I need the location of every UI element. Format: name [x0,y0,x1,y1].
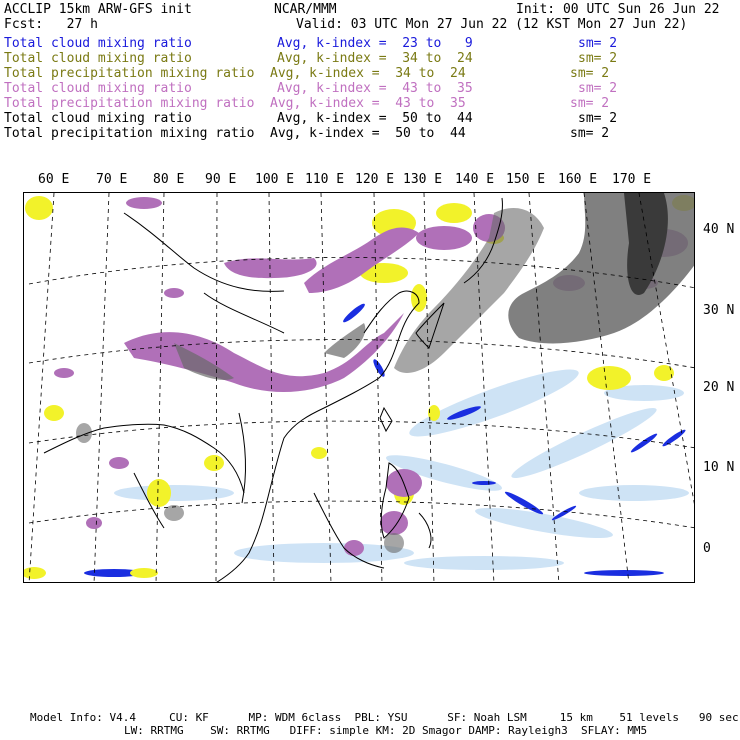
lon-label: 90 E [205,172,237,187]
model-info: Model Info: V4.4 CU: KF MP: WDM 6class PBL: YSU SF: Noah LSM 15 km 51 levels 90 sec [30,711,739,724]
init-time: Init: 00 UTC Sun 26 Jun 22 [516,2,720,17]
field-name: Total cloud mixing ratio [4,36,192,51]
physics-info: LW: RRTMG SW: RRTMG DIFF: simple KM: 2D Smagor DAMP: Rayleigh3 SFLAY: MM5 [124,724,648,737]
field-name: Total precipitation mixing ratio [4,126,255,141]
lon-label: 120 E [355,172,395,187]
field-avg: Avg, k-index = 43 to 35 [270,96,466,111]
field-avg: Avg, k-index = 43 to 35 [277,81,473,96]
field-sm: sm= 2 [570,126,610,141]
field-avg: Avg, k-index = 50 to 44 [270,126,466,141]
lat-label: 20 N [703,380,735,395]
field-name: Total cloud mixing ratio [4,111,192,126]
valid-time: Valid: 03 UTC Mon 27 Jun 22 (12 KST Mon 27 Jun 22) [296,17,688,32]
center-label: NCAR/MMM [274,2,337,17]
field-sm: sm= 2 [578,36,618,51]
lat-label: 0 [703,541,711,556]
field-name: Total cloud mixing ratio [4,81,192,96]
model-title: ACCLIP 15km ARW-GFS init [4,2,192,17]
field-sm: sm= 2 [578,81,618,96]
lon-label: 170 E [612,172,652,187]
lat-label: 30 N [703,303,735,318]
forecast-hour: Fcst: 27 h [4,17,98,32]
field-sm: sm= 2 [578,111,618,126]
lon-label: 60 E [38,172,70,187]
field-avg: Avg, k-index = 34 to 24 [270,66,466,81]
lon-label: 110 E [305,172,345,187]
field-avg: Avg, k-index = 23 to 9 [277,36,473,51]
lat-label: 10 N [703,460,735,475]
field-sm: sm= 2 [570,96,610,111]
field-name: Total cloud mixing ratio [4,51,192,66]
field-name: Total precipitation mixing ratio [4,66,255,81]
lat-label: 40 N [703,222,735,237]
field-avg: Avg, k-index = 50 to 44 [277,111,473,126]
map-canvas [24,193,695,583]
field-name: Total precipitation mixing ratio [4,96,255,111]
lon-label: 140 E [455,172,495,187]
field-avg: Avg, k-index = 34 to 24 [277,51,473,66]
lon-label: 150 E [506,172,546,187]
lon-label: 70 E [96,172,128,187]
lon-label: 160 E [558,172,598,187]
field-sm: sm= 2 [570,66,610,81]
forecast-map [23,192,695,583]
lon-label: 130 E [403,172,443,187]
field-sm: sm= 2 [578,51,618,66]
lon-label: 80 E [153,172,185,187]
lon-label: 100 E [255,172,295,187]
